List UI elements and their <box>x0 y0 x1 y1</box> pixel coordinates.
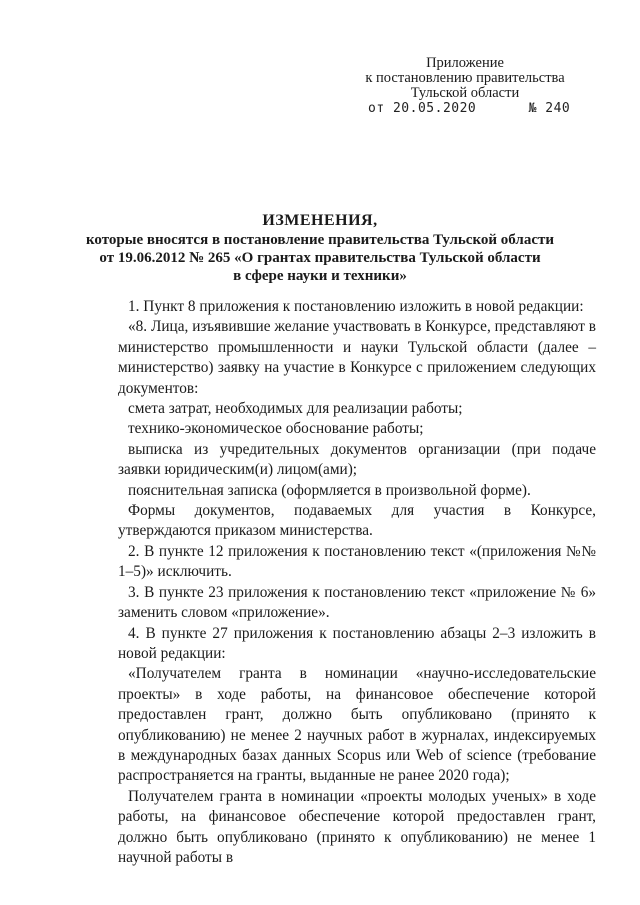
appendix-reference: к постановлению правительства <box>365 70 565 86</box>
paragraph-explanatory-note: пояснительная записка (оформляется в произвольной форме). <box>128 481 531 499</box>
document-title <box>0 212 640 285</box>
paragraph-item-4: 4. В пункте 27 приложения к постановлению абзацы 2–3 изложить в новой редакции: <box>118 624 596 662</box>
paragraph-item-1: 1. Пункт 8 приложения к постановлению изложить в новой редакции: <box>128 298 584 315</box>
paragraph-forms: Формы документов, подаваемых для участия в Конкурсе, утверждаются приказом министерства. <box>118 502 596 540</box>
paragraph-item-3: 3. В пункте 23 приложения к постановлению текст «приложение № 6» заменить словом «приложение». <box>118 583 596 622</box>
title-line-3: в сфере науки и техники» <box>233 268 407 284</box>
decree-date-number <box>368 101 570 116</box>
appendix-region: Тульской области <box>410 85 520 101</box>
paragraph-item-2: 2. В пункте 12 приложения к постановлению текст «(приложения №№ 1–5)» исключить. <box>118 542 596 581</box>
appendix-header <box>340 56 590 101</box>
paragraph-young-scientists: Получателем гранта в номинации «проекты молодых ученых» в ходе работы, на финансовое обеспечение которой предоставлен грант, должно быть опубликовано (принято к опубликованию) не менее 1 научной работы в <box>118 787 596 866</box>
title-line-1: которые вносятся в постановление правительства Тульской области <box>85 232 555 248</box>
appendix-label: Приложение <box>426 55 504 71</box>
title-line-2: от 19.06.2012 № 265 «О грантах правительства Тульской области <box>99 250 541 266</box>
decree-number: № 240 <box>528 101 571 116</box>
paragraph-research-projects: «Получателем гранта в номинации «научно-исследовательские проекты» в ходе работы, на финансовое обеспечение которой предоставлен грант, должно быть опубликовано (принято к опубликованию) не менее 2 научных работ в журналах, индексируемых в международных базах данных Scopus или Web of science (требование распространяется на гранты, выданные не ранее 2020 года); <box>118 665 596 785</box>
title-main: ИЗМЕНЕНИЯ, <box>262 212 378 229</box>
decree-date: 20.05.2020 <box>392 101 477 116</box>
document-body <box>118 297 596 868</box>
paragraph-point-8: «8. Лица, изъявившие желание участвовать в Конкурсе, представляют в министерство промышленности и науки Тульской области (далее – министерство) заявку на участие в Конкурсе с приложением следующих документов: <box>118 318 596 397</box>
date-prefix: от <box>368 101 385 116</box>
paragraph-cost-estimate: смета затрат, необходимых для реализации работы; <box>128 400 463 418</box>
paragraph-feasibility: технико-экономическое обоснование работы; <box>128 420 424 438</box>
paragraph-extract: выписка из учредительных документов организации (при подаче заявки юридическим(и) лицом(ами); <box>118 440 596 479</box>
